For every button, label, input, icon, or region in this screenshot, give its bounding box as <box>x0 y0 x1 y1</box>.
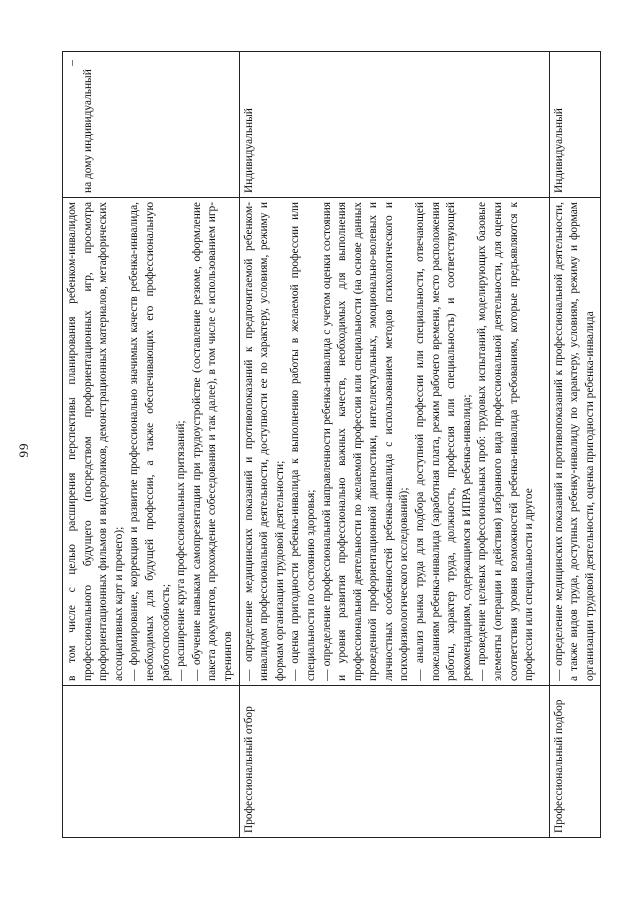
form-value: на дому индивидуальный <box>81 69 94 193</box>
content-cell <box>63 198 240 686</box>
content-cell <box>239 198 549 686</box>
content-paragraph: — определение медицинских показаний и противопоказаний к предпочитаемой ребенком-инвалидом профессиональной деятельности, доступности ее по характеру, условиям, режиму и формам организации трудовой деятельности; <box>242 202 286 681</box>
stage-cell <box>239 686 549 838</box>
stage-name: Профессиональный подбор <box>552 699 565 833</box>
form-value: Индивидуальный <box>242 108 255 193</box>
content-paragraph: — обучение навыкам самопрезентации при трудоустройстве (составление резюме, оформление пакета документов, прохождение собеседования и так далее), в том числе с использованием игр-тренингов <box>190 202 234 681</box>
table-row <box>239 52 549 838</box>
content-paragraph: — определение медицинских показаний и противопоказаний к профессиональной деятельности, а также видов труда, доступных ребенку-инвалиду по характеру, условиям, режиму и формам организации трудовой деятельности, оценка пригодности ребенка-инвалида <box>552 202 596 681</box>
stage-name: Профессиональный отбор <box>242 706 255 833</box>
content-paragraph: — расширение круга профессиональных притязаний; <box>175 420 188 681</box>
content-paragraph: — определение профессиональной направленности ребенка-инвалида с учетом оценки состояния и уровня развития профессионально важных качеств, необходимых для выполнения профессиональной деятельности по желаемой профессии или специальности (на основе данных проведенной профориентационной диагностики, интеллектуальных, эмоционально-волевых и личностных особенностей ребенка-инвалида с использованием методов психологического и психофизиологического исследований); <box>320 202 411 681</box>
form-cell <box>63 52 240 198</box>
content-paragraph: — анализ рынка труда для подбора доступной профессии или специальности, отвечающей пожеланиям ребенка-инвалида (заработная плата, режим рабочего времени, место расположения работы, характер труда, должность, профессия или специальность) и соответствующей рекомендациям, содержащимся в ИПРА ребенка-инвалида; <box>414 202 473 681</box>
form-value: Индивидуальный <box>552 108 565 193</box>
content-cell <box>549 198 601 686</box>
page-number: 99 <box>16 442 31 458</box>
rehabilitation-measures-table <box>62 51 601 838</box>
form-mark: – <box>66 60 78 66</box>
stage-cell <box>63 686 240 838</box>
stage-cell <box>549 686 601 838</box>
form-cell <box>239 52 549 198</box>
form-cell <box>549 52 601 198</box>
table-row <box>549 52 601 838</box>
content-paragraph: — проведение целевых профессиональных проб: трудовых испытаний, моделирующих базовые элементы (операции и действия) избранного вида профессиональной деятельности, для оценки соответствия уровня возможностей ребенка-инвалида требованиям, которые предъявляются к профессии или специальности и другое <box>476 202 536 681</box>
content-paragraph: в том числе с целью расширения перспективы планирования ребенком-инвалидом профессионального будущего (посредством профориентационных игр, просмотра профориентационных фильмов и видеороликов, демонстрационных материалов, метафорических ассоциативных карт и прочего); <box>66 202 125 681</box>
content-paragraph: — формирование, коррекция и развитие профессионально значимых качеств ребенка-инвалида, необходимых для будущей профессии, а также обеспечивающих его профессиональную работоспособность; <box>128 202 172 681</box>
table-row <box>63 52 240 838</box>
content-paragraph: — оценка пригодности ребенка-инвалида к выполнению работы в желаемой профессии или специальности по состоянию здоровья; <box>289 202 317 681</box>
